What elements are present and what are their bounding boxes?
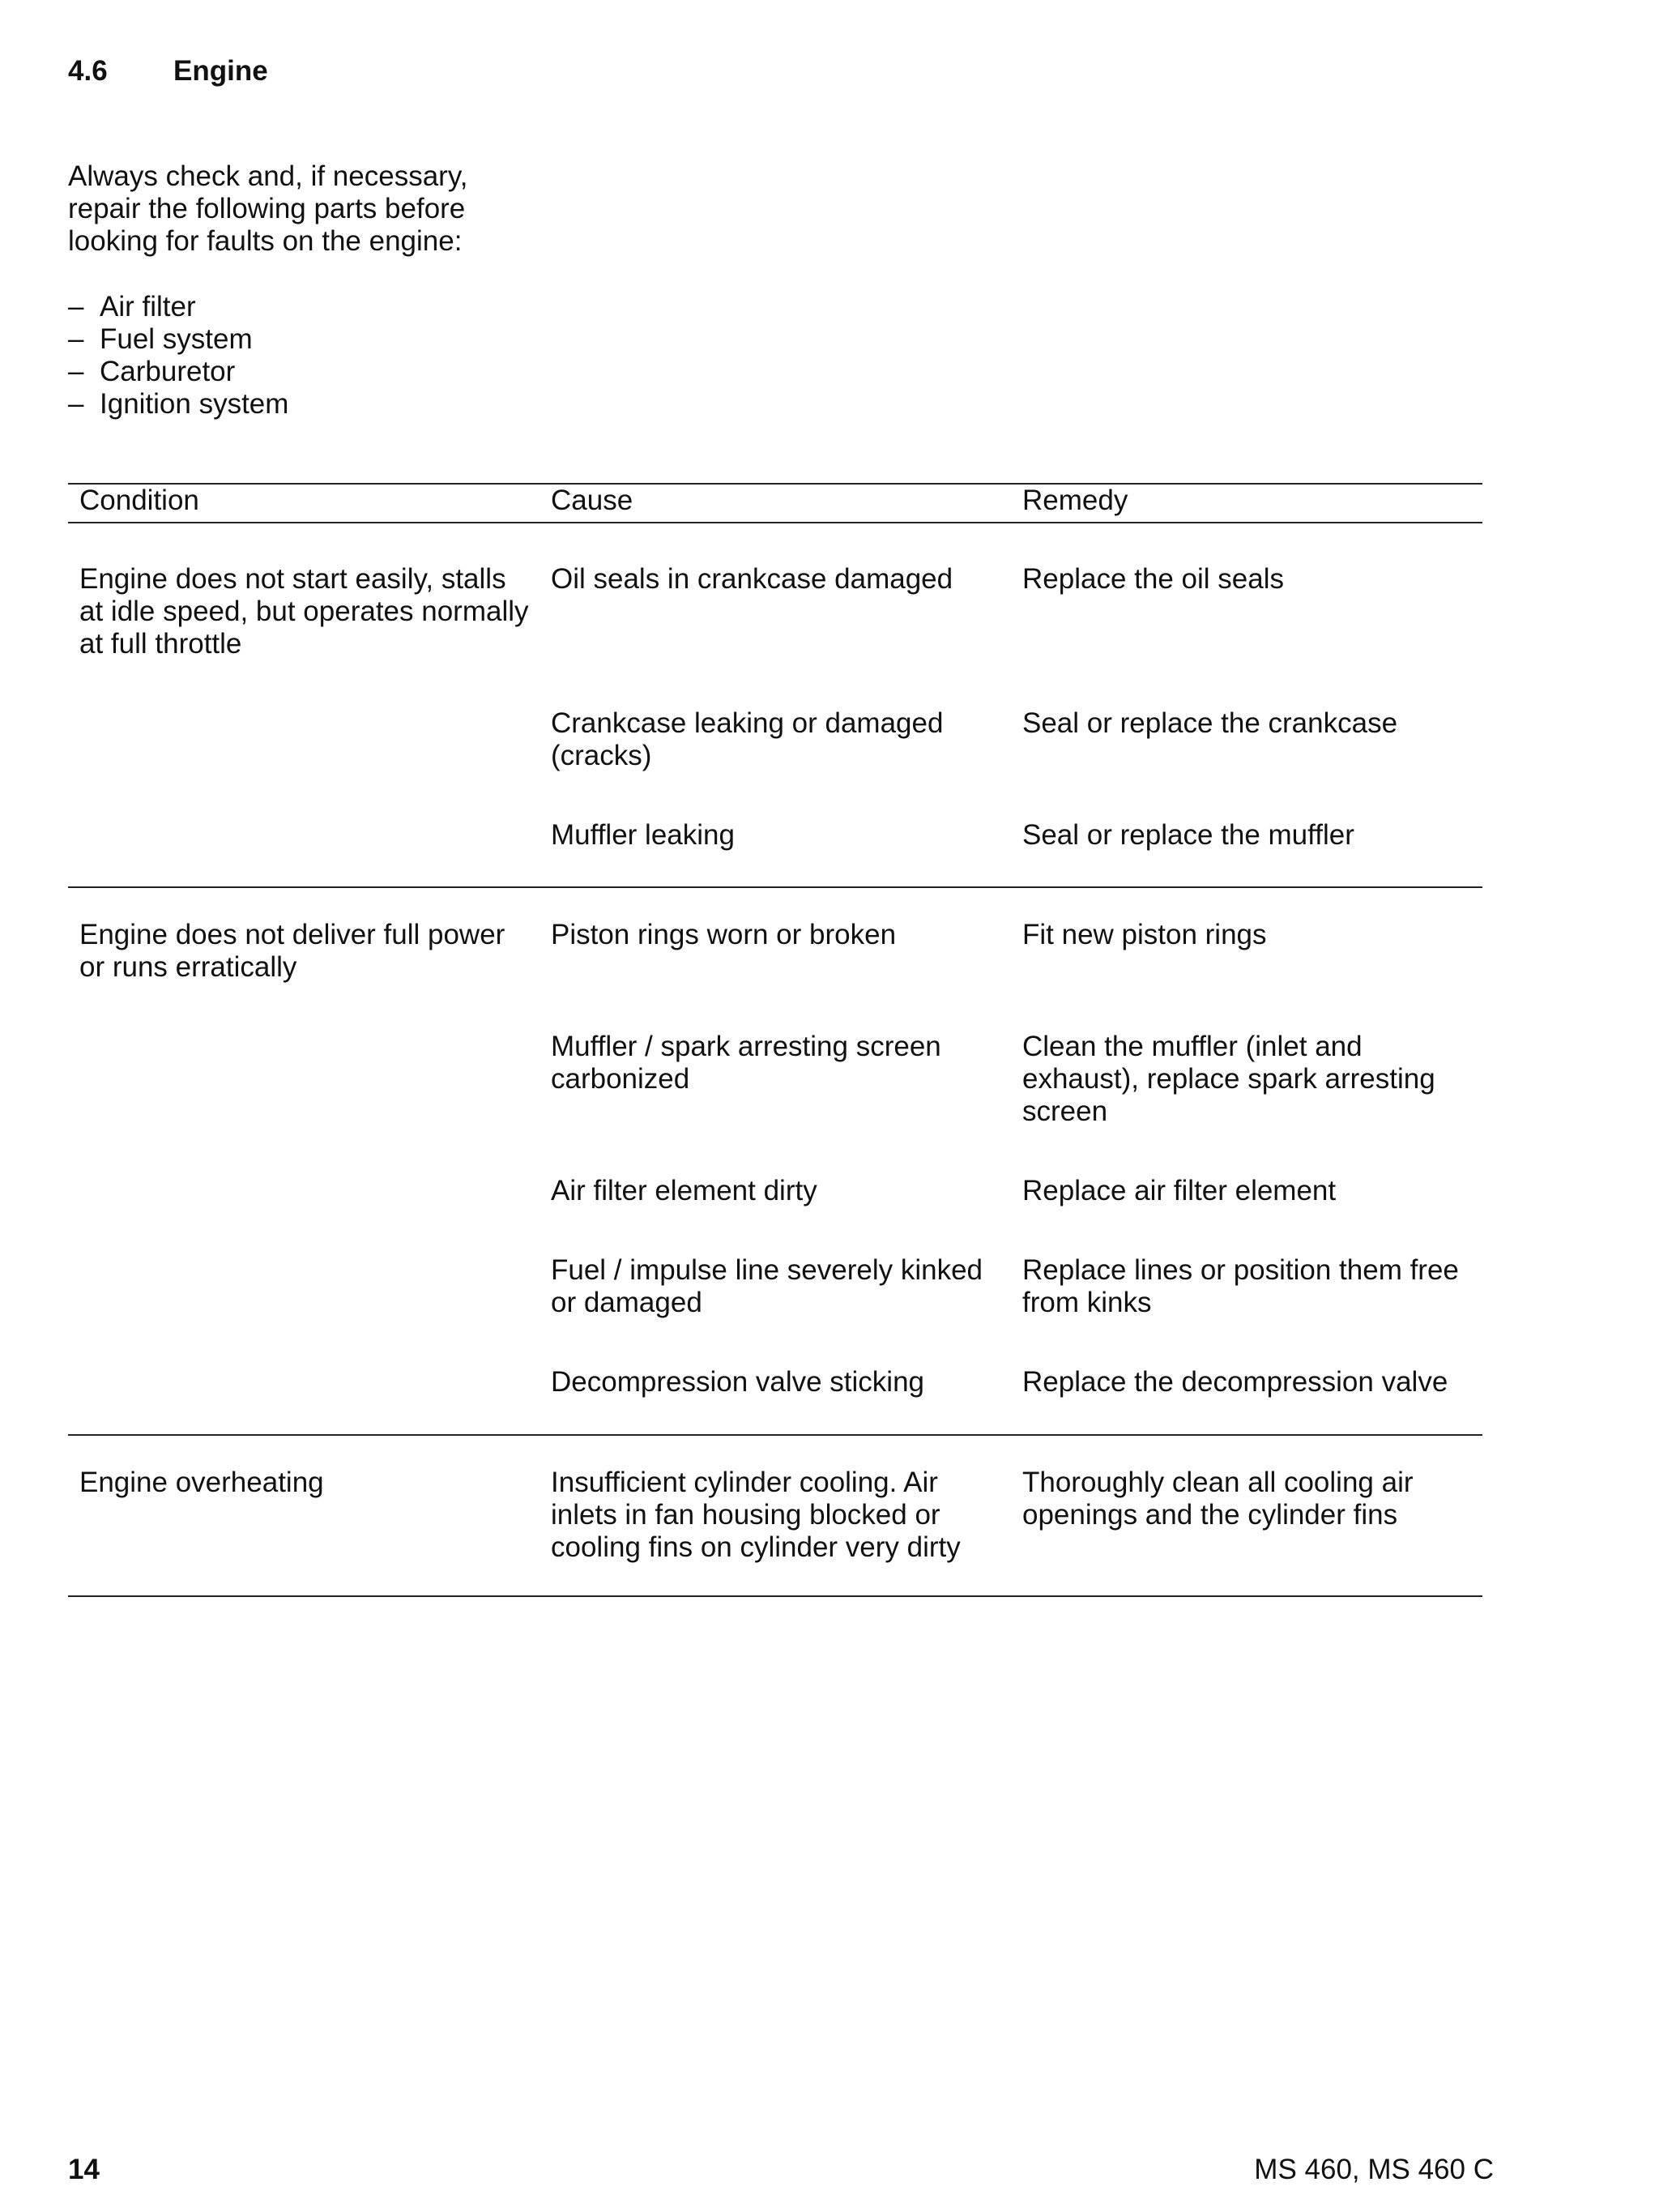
cause-cell: Piston rings worn or broken — [551, 919, 897, 950]
list-item-label: Carburetor — [100, 356, 236, 387]
cause-cell: Oil seals in crankcase damaged — [551, 563, 953, 595]
list-item-label: Air filter — [100, 291, 196, 322]
cause-cell: Muffler / spark arresting screen carbonized — [551, 1031, 941, 1095]
list-dash: – — [68, 291, 84, 322]
model-label: MS 460, MS 460 C — [1254, 2154, 1494, 2185]
page-number: 14 — [68, 2154, 100, 2185]
remedy-cell: Replace air filter element — [1022, 1175, 1337, 1206]
table-header-rule — [68, 522, 1482, 523]
intro-text: Always check and, if necessary, repair the following parts before looking for faults on the engine: — [68, 160, 468, 257]
section-number: 4.6 — [68, 55, 108, 87]
remedy-cell: Replace lines or position them free from kinks — [1022, 1254, 1459, 1318]
group-divider-rule — [68, 886, 1482, 888]
remedy-cell: Replace the oil seals — [1022, 563, 1284, 595]
group-divider-rule — [68, 1434, 1482, 1436]
list-dash: – — [68, 356, 84, 387]
condition-cell: Engine overheating — [79, 1467, 324, 1498]
remedy-cell: Replace the decompression valve — [1022, 1366, 1448, 1398]
remedy-cell: Thoroughly clean all cooling air openings and the cylinder fins — [1022, 1467, 1414, 1531]
list-item-label: Fuel system — [100, 323, 253, 355]
condition-cell: Engine does not start easily, stalls at idle speed, but operates normally at full throttle — [79, 563, 529, 660]
check-list — [68, 291, 288, 421]
remedy-cell: Fit new piston rings — [1022, 919, 1267, 950]
remedy-cell: Clean the muffler (inlet and exhaust), replace spark arresting screen — [1022, 1031, 1435, 1127]
cause-cell: Muffler leaking — [551, 819, 735, 851]
table-bottom-rule — [68, 1595, 1482, 1597]
cause-cell: Air filter element dirty — [551, 1175, 817, 1206]
list-item — [68, 291, 288, 323]
remedy-cell: Seal or replace the crankcase — [1022, 707, 1398, 739]
section-heading — [68, 55, 268, 88]
cause-cell: Fuel / impulse line severely kinked or damaged — [551, 1254, 983, 1318]
cause-cell: Crankcase leaking or damaged (cracks) — [551, 707, 944, 771]
list-item — [68, 388, 288, 421]
list-item-label: Ignition system — [100, 388, 289, 420]
list-item — [68, 323, 288, 356]
intro-text-block — [68, 160, 522, 258]
header-remedy: Remedy — [1022, 485, 1128, 516]
header-condition: Condition — [79, 485, 199, 516]
cause-cell: Decompression valve sticking — [551, 1366, 925, 1398]
condition-cell: Engine does not deliver full power or runs erratically — [79, 919, 505, 983]
header-cause: Cause — [551, 485, 633, 516]
section-title: Engine — [173, 55, 268, 87]
remedy-cell: Seal or replace the muffler — [1022, 819, 1354, 851]
list-dash: – — [68, 323, 84, 355]
cause-cell: Insufficient cylinder cooling. Air inlets in fan housing blocked or cooling fins on cylinder very dirty — [551, 1467, 961, 1563]
list-dash: – — [68, 388, 84, 420]
list-item — [68, 356, 288, 388]
